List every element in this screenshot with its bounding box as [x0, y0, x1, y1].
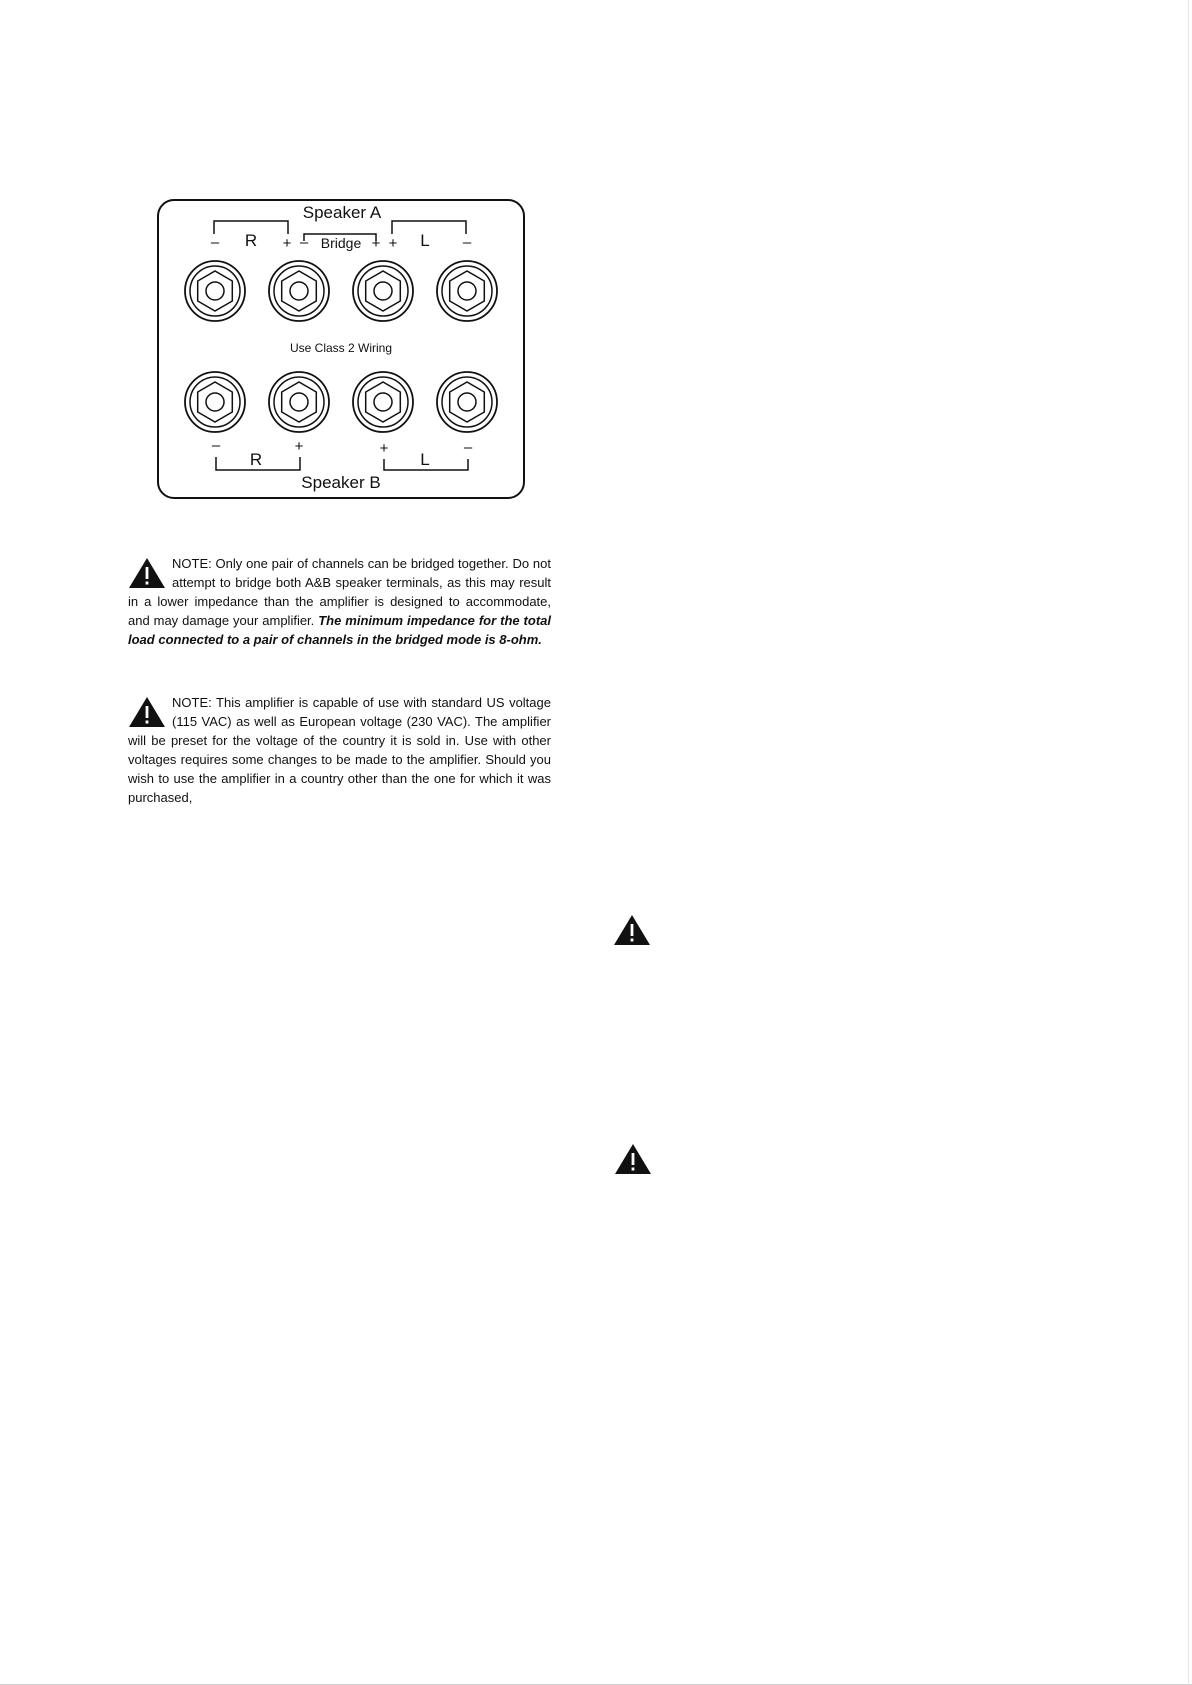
warning-icon	[612, 913, 652, 947]
speaker-a-r-minus: –	[210, 234, 220, 251]
note1-bold-text: The minimum impedance for the total load connected to a pair of channels in the bridged mode is 8-ohm.	[128, 613, 551, 647]
speaker-a-l-minus: –	[462, 234, 472, 251]
bridge-label: Bridge	[320, 235, 362, 251]
speaker-b-r-plus: +	[294, 438, 304, 455]
terminal-a-4	[437, 261, 497, 321]
speaker-a-l-label: L	[420, 231, 430, 250]
speaker-a-label: Speaker A	[302, 203, 382, 222]
note2-text: NOTE: This amplifier is capable of use with standard US voltage (115 VAC) as well as European voltage (230 VAC). The amplifier will be preset for the voltage of the country it is sold in. Use with other voltages requires some changes to be made to the amplifier. Should you wish to use the amplifier in a country other than the one for which it was purchased,	[128, 695, 551, 805]
bridge-warning-note	[128, 554, 551, 649]
terminal-a-2	[269, 261, 329, 321]
speaker-terminal-panel	[150, 185, 530, 505]
speaker-b-l-label: L	[420, 450, 430, 469]
speaker-b-r-label: R	[249, 450, 263, 469]
speaker-b-l-minus: –	[463, 439, 473, 456]
warning-icon	[613, 1142, 653, 1176]
terminal-b-2	[269, 372, 329, 432]
speaker-b-l-plus: +	[379, 440, 389, 457]
page-right-edge	[1188, 0, 1189, 1685]
speaker-b-r-minus: –	[211, 437, 221, 454]
terminal-a-3	[353, 261, 413, 321]
bridge-plus: +	[371, 235, 381, 252]
speaker-a-r-plus: +	[282, 235, 292, 252]
terminal-b-3	[353, 372, 413, 432]
speaker-b-label: Speaker B	[301, 473, 381, 492]
note1-text: NOTE: Only one pair of channels can be bridged together. Do not attempt to bridge both A&B speaker terminals, as this may result in a lower impedance than the amplifier is designed to accommodate, and may damage your amplifier.	[128, 556, 551, 628]
terminal-b-1	[185, 372, 245, 432]
wiring-note: Use Class 2 Wiring	[289, 341, 393, 355]
warning-icon	[128, 695, 166, 729]
terminal-a-1	[185, 261, 245, 321]
voltage-warning-note	[128, 693, 551, 807]
warning-icon	[128, 556, 166, 590]
terminal-b-4	[437, 372, 497, 432]
bridge-minus: –	[299, 234, 309, 251]
speaker-a-r-label: R	[244, 231, 258, 250]
speaker-a-l-plus: +	[388, 235, 398, 252]
